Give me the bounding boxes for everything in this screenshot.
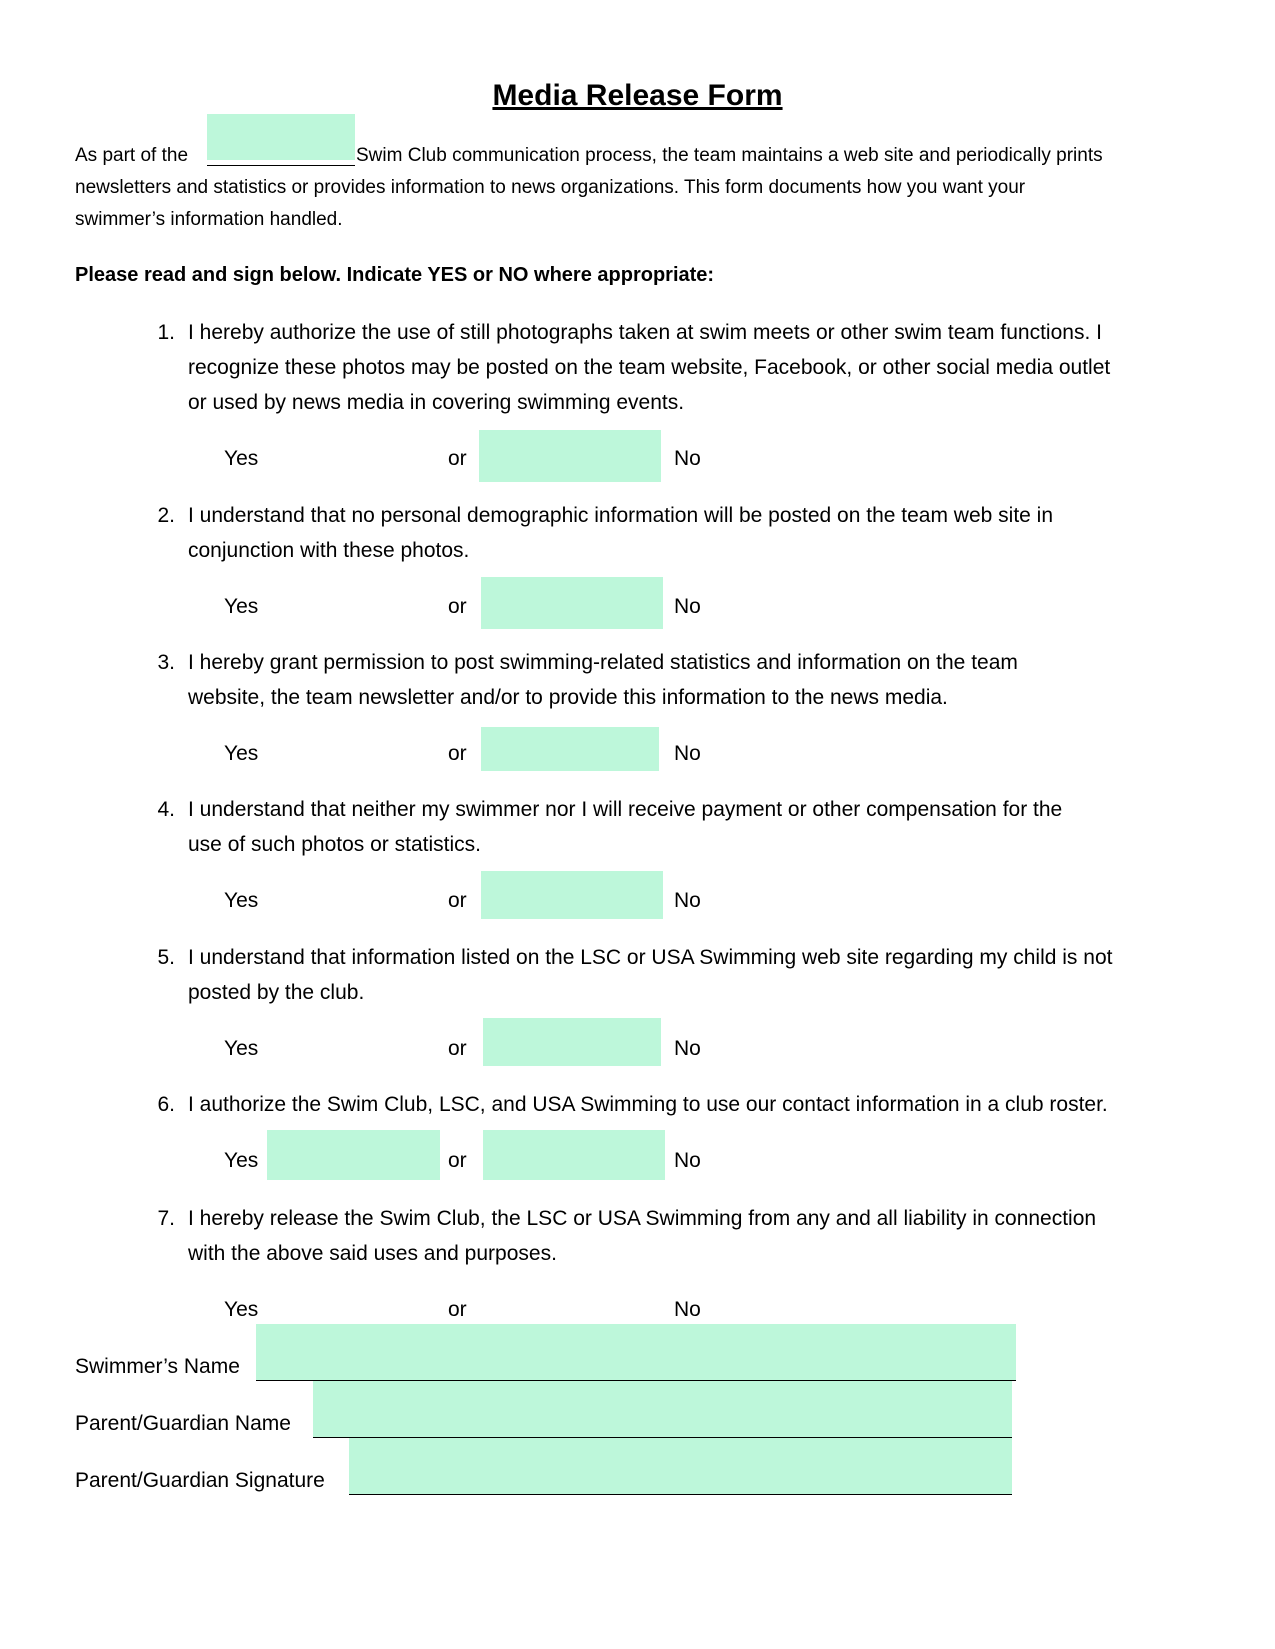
item-6-yes-field[interactable] (267, 1130, 440, 1180)
yes-label: Yes (224, 1037, 259, 1060)
item-3-no-field[interactable] (481, 727, 659, 771)
item-text: recognize these photos may be posted on the team website, Facebook, or other social media outlet (188, 356, 1111, 379)
or-label: or (448, 1149, 467, 1172)
form-title: Media Release Form (492, 79, 783, 112)
item-number: 4. (157, 798, 175, 821)
no-label: No (674, 447, 701, 470)
item-text: conjunction with these photos. (188, 539, 470, 562)
parent-signature-label: Parent/Guardian Signature (75, 1469, 325, 1492)
parent-signature-underline (349, 1494, 1012, 1495)
item-5-no-field[interactable] (483, 1018, 661, 1066)
yes-label: Yes (224, 742, 259, 765)
item-text: use of such photos or statistics. (188, 833, 481, 856)
swimmer-name-label: Swimmer’s Name (75, 1355, 240, 1378)
or-label: or (448, 595, 467, 618)
yes-label: Yes (224, 595, 259, 618)
no-label: No (674, 1149, 701, 1172)
item-text: I understand that neither my swimmer nor I will receive payment or other compensation for the (188, 798, 1063, 821)
item-text: I understand that information listed on the LSC or USA Swimming web site regarding my child is not (188, 946, 1113, 969)
instructions: Please read and sign below. Indicate YES or NO where appropriate: (75, 264, 715, 286)
or-label: or (448, 1298, 467, 1321)
club-name-underline (207, 165, 355, 166)
intro-line2: newsletters and statistics or provides information to news organizations. This form documents how you want your (75, 177, 1026, 198)
item-number: 3. (157, 651, 175, 674)
item-text: or used by news media in covering swimming events. (188, 391, 685, 414)
club-name-field[interactable] (207, 114, 355, 160)
yes-label: Yes (224, 1149, 259, 1172)
no-label: No (674, 1037, 701, 1060)
item-text: with the above said uses and purposes. (188, 1242, 557, 1265)
parent-name-field[interactable] (313, 1381, 1012, 1437)
no-label: No (674, 742, 701, 765)
or-label: or (448, 742, 467, 765)
item-text: I hereby grant permission to post swimming-related statistics and information on the team (188, 651, 1018, 674)
item-4-no-field[interactable] (481, 871, 663, 919)
item-text: I hereby release the Swim Club, the LSC or USA Swimming from any and all liability in connection (188, 1207, 1097, 1230)
or-label: or (448, 889, 467, 912)
no-label: No (674, 1298, 701, 1321)
item-number: 6. (157, 1093, 175, 1116)
item-1-no-field[interactable] (479, 430, 661, 482)
intro-part2: Swim Club communication process, the team maintains a web site and periodically prints (356, 145, 1103, 166)
intro-line3: swimmer’s information handled. (75, 209, 343, 230)
item-text: I understand that no personal demographic information will be posted on the team web site in (188, 504, 1054, 527)
item-number: 5. (157, 946, 175, 969)
item-text: website, the team newsletter and/or to provide this information to the news media. (188, 686, 948, 709)
or-label: or (448, 1037, 467, 1060)
swimmer-name-field[interactable] (256, 1324, 1016, 1380)
yes-label: Yes (224, 889, 259, 912)
item-text: I hereby authorize the use of still photographs taken at swim meets or other swim team functions. I (188, 321, 1102, 344)
item-2-no-field[interactable] (481, 577, 663, 629)
yes-label: Yes (224, 447, 259, 470)
parent-name-label: Parent/Guardian Name (75, 1412, 291, 1435)
item-6-no-field[interactable] (483, 1130, 665, 1180)
or-label: or (448, 447, 467, 470)
yes-label: Yes (224, 1298, 259, 1321)
item-number: 2. (157, 504, 175, 527)
no-label: No (674, 595, 701, 618)
parent-signature-field[interactable] (349, 1438, 1012, 1494)
item-text: I authorize the Swim Club, LSC, and USA Swimming to use our contact information in a club roster. (188, 1093, 1108, 1116)
no-label: No (674, 889, 701, 912)
intro-part1: As part of the (75, 145, 189, 166)
item-number: 7. (157, 1207, 175, 1230)
item-number: 1. (157, 321, 175, 344)
item-text: posted by the club. (188, 981, 365, 1004)
